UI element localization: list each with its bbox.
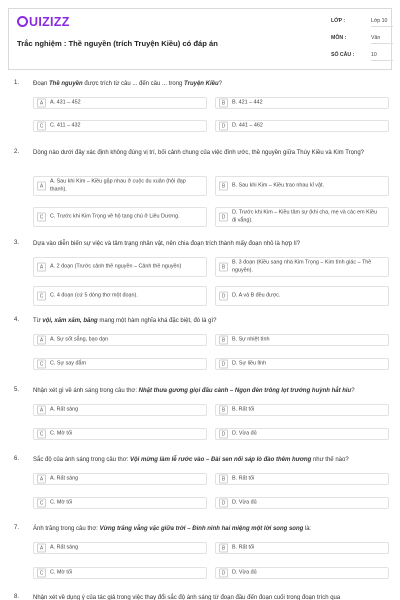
answer-option-a[interactable]: [33, 176, 207, 196]
question-text: [33, 149, 388, 158]
option-letter-box: A: [37, 182, 46, 191]
option-text: D. Vừa đủ: [232, 569, 257, 576]
answer-option-c[interactable]: [33, 497, 207, 509]
option-letter-box: B: [219, 475, 228, 484]
meta-value-count: 10: [371, 52, 393, 61]
option-letter-box: A: [37, 336, 46, 345]
option-text: D. Trước khi Kim – Kiều tâm sự (khi cha, mẹ và các em Kiều đi vắng).: [232, 209, 377, 223]
option-text: C. Trước khi Kim Trọng về hộ tang chú ở Liêu Dương.: [50, 213, 180, 220]
option-text: A. Sau khi Kim – Kiều gặp nhau ở cuộc du xuân (hội đạp thanh).: [50, 178, 186, 192]
question-text-span: Sắc độ của ánh sáng trong câu thơ:: [33, 457, 130, 463]
option-text: A. 2 đoạn (Trước cảnh thề nguyền – Cảnh thề nguyền): [50, 263, 182, 270]
option-letter-box: D: [219, 122, 228, 131]
option-letter-box: B: [219, 406, 228, 415]
question-text-span: như thế nào?: [311, 457, 349, 463]
answer-option-a[interactable]: [33, 334, 207, 346]
answer-option-a[interactable]: [33, 257, 207, 277]
meta-label-class: LỚP :: [331, 18, 346, 24]
question-text-span: là:: [303, 526, 312, 532]
question-text-span: Dựa vào diễn biến sự việc và tâm trạng nhân vật, nên chia đoạn trích thành mấy đoạn nhỏ là hợp lí?: [33, 241, 301, 247]
question-quote: Truyện Kiều: [184, 81, 219, 87]
answer-option-a[interactable]: [33, 542, 207, 554]
question-text-span: Đoạn: [33, 81, 50, 87]
option-text: D. Vừa đủ: [232, 430, 257, 437]
option-text: A. Sự sốt sắng, bạo dạn: [50, 336, 109, 343]
question-number: 1.: [14, 80, 20, 86]
answer-option-b[interactable]: [215, 542, 389, 554]
answer-option-b[interactable]: [215, 257, 389, 277]
answer-option-d[interactable]: [215, 286, 389, 306]
question-number: 4.: [14, 317, 20, 323]
answer-option-b[interactable]: [215, 334, 389, 346]
option-letter-box: B: [219, 544, 228, 553]
question-quote: Vừng trăng vằng vặc giữa trời – Đinh ninh hai miệng một lời song song: [99, 526, 304, 532]
option-letter-box: B: [219, 263, 228, 272]
answer-option-c[interactable]: [33, 286, 207, 306]
option-letter-box: A: [37, 99, 46, 108]
option-letter-box: B: [219, 182, 228, 191]
answer-option-d[interactable]: [215, 567, 389, 579]
answer-option-a[interactable]: [33, 97, 207, 109]
question-number: 8.: [14, 594, 20, 600]
question-text: [33, 456, 388, 465]
question-text-span: mang một hàm nghĩa khá đặc biệt, đó là gì?: [97, 318, 217, 324]
answer-option-a[interactable]: [33, 473, 207, 485]
answer-option-b[interactable]: [215, 97, 389, 109]
answer-option-b[interactable]: [215, 176, 389, 196]
option-text: C. 4 đoạn (cứ 5 dòng thơ một đoạn).: [50, 292, 138, 299]
question-number: 6.: [14, 456, 20, 462]
option-text: B. 3 đoạn (Kiều sang nhà Kim Trọng – Kim tình giác – Thề nguyền).: [232, 259, 372, 273]
option-letter-box: C: [37, 122, 46, 131]
question-number: 3.: [14, 240, 20, 246]
option-text: B. Rất tối: [232, 475, 255, 482]
option-text: B. Rất tối: [232, 544, 255, 551]
answer-option-d[interactable]: [215, 358, 389, 370]
option-letter-box: D: [219, 360, 228, 369]
question-text-span: ?: [218, 81, 222, 87]
question-number: 5.: [14, 387, 20, 393]
page-title: Trắc nghiệm : Thề nguyền (trích Truyện Kiều) có đáp án: [17, 39, 218, 48]
question-text: [33, 80, 388, 89]
answer-option-b[interactable]: [215, 473, 389, 485]
worksheet-header: [8, 8, 392, 70]
answer-option-c[interactable]: [33, 120, 207, 132]
option-text: D. A và B đều được.: [232, 292, 281, 299]
option-text: A. Rất sáng: [50, 475, 79, 482]
option-text: A. Rất sáng: [50, 544, 79, 551]
meta-value-class: Lớp 10: [371, 18, 393, 27]
question-number: 7.: [14, 525, 20, 531]
question-text: [33, 317, 388, 326]
answer-option-c[interactable]: [33, 567, 207, 579]
question-text-span: Dòng nào dưới đây xác định không đúng vị trí, bối cảnh chung của việc đính ước, thề nguyền giữa Thúy Kiều và Kim Trọng?: [33, 150, 365, 156]
question-text: [33, 525, 388, 534]
answer-option-d[interactable]: [215, 428, 389, 440]
option-text: B. 421 – 442: [232, 99, 263, 106]
answer-option-c[interactable]: [33, 358, 207, 370]
answer-option-a[interactable]: [33, 404, 207, 416]
option-letter-box: A: [37, 475, 46, 484]
question-quote: Vội mừng làm lễ rước vào – Đài sen nối sáp lò đào thêm hương: [130, 457, 312, 463]
option-text: A. 431 – 452: [50, 99, 81, 106]
meta-value-subject: Văn: [371, 35, 393, 44]
meta-label-count: SỐ CÂU :: [331, 52, 355, 58]
question-quote: Thề nguyền: [49, 81, 83, 87]
option-letter-box: D: [219, 430, 228, 439]
question-number: 2.: [14, 149, 20, 155]
option-letter-box: C: [37, 213, 46, 222]
option-text: C. Sự say đắm: [50, 360, 86, 367]
question-text-span: được trích từ câu ... đến câu ... trong: [82, 81, 185, 87]
question-text: [33, 594, 388, 600]
option-letter-box: D: [219, 213, 228, 222]
question-text-span: Ánh trăng trong câu thơ:: [33, 526, 100, 532]
option-letter-box: C: [37, 430, 46, 439]
option-text: B. Rất tối: [232, 406, 255, 413]
answer-option-d[interactable]: [215, 120, 389, 132]
option-text: D. Vừa đủ: [232, 499, 257, 506]
option-letter-box: A: [37, 406, 46, 415]
option-text: D. Sự liều lĩnh: [232, 360, 267, 367]
meta-label-subject: MÔN :: [331, 35, 347, 41]
option-letter-box: A: [37, 263, 46, 272]
option-text: C. Mờ tối: [50, 499, 73, 506]
option-letter-box: C: [37, 292, 46, 301]
question-quote: vội, xăm xăm, băng: [42, 318, 98, 324]
question-text: [33, 387, 388, 396]
option-letter-box: B: [219, 99, 228, 108]
option-letter-box: A: [37, 544, 46, 553]
answer-option-d[interactable]: [215, 207, 389, 227]
option-text: C. 411 – 432: [50, 122, 81, 129]
answer-option-c[interactable]: [33, 207, 207, 227]
question-text-span: ?: [351, 388, 355, 394]
option-letter-box: D: [219, 569, 228, 578]
quizizz-logo: UIZIZZ: [17, 15, 70, 29]
question-text-span: Từ: [33, 318, 43, 324]
option-text: C. Mờ tối: [50, 430, 73, 437]
answer-option-d[interactable]: [215, 497, 389, 509]
option-text: B. Sau khi Kim – Kiều trao nhau kỉ vật.: [232, 182, 324, 189]
option-text: D. 441 – 462: [232, 122, 263, 129]
option-letter-box: C: [37, 569, 46, 578]
question-quote: Nhặt thưa gương giọi đầu cành – Ngọn đèn trông lọt trướng huỳnh hắt hiu: [138, 388, 352, 394]
option-text: B. Sự nhiệt tình: [232, 336, 270, 343]
question-text-span: Nhận xét gì về ánh sáng trong câu thơ:: [33, 388, 139, 394]
option-text: C. Mờ tối: [50, 569, 73, 576]
answer-option-c[interactable]: [33, 428, 207, 440]
option-letter-box: B: [219, 336, 228, 345]
question-text-span: Nhận xét về dụng ý của tác giả trong việc thay đổi sắc độ ánh sáng từ đoạn đầu đến đoạn cuối trong đoạn trích qua: [33, 595, 341, 600]
option-letter-box: D: [219, 499, 228, 508]
option-letter-box: D: [219, 292, 228, 301]
logo-q-icon: [17, 16, 28, 27]
answer-option-b[interactable]: [215, 404, 389, 416]
option-letter-box: C: [37, 499, 46, 508]
option-text: A. Rất sáng: [50, 406, 79, 413]
option-letter-box: C: [37, 360, 46, 369]
question-text: [33, 240, 388, 249]
